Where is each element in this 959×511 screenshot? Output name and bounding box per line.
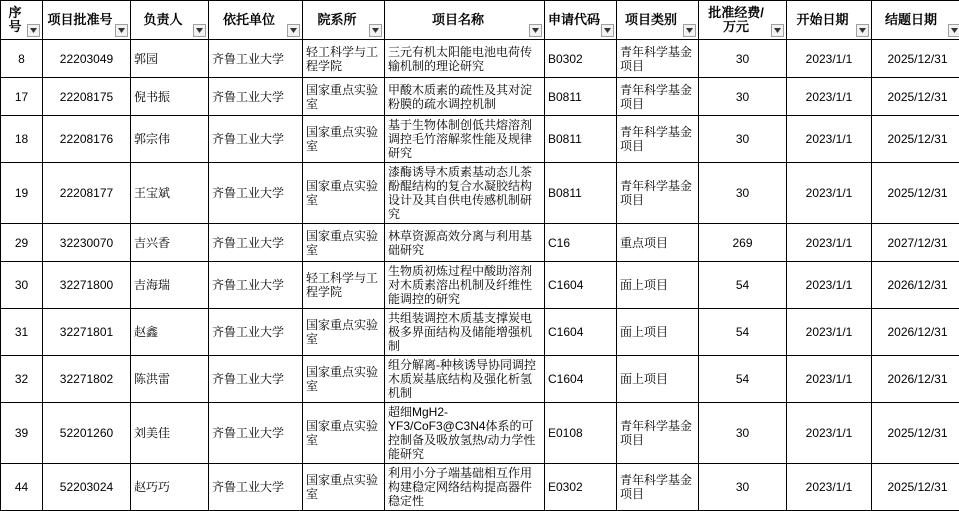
filter-dropdown-icon[interactable]: [193, 24, 206, 37]
cell-unit[interactable]: 齐鲁工业大学: [209, 116, 303, 163]
cell-start_date[interactable]: 2023/1/1: [787, 464, 872, 511]
cell-end_date[interactable]: 2026/12/31: [872, 356, 959, 403]
cell-end_date[interactable]: 2026/12/31: [872, 309, 959, 356]
table-row: [1, 309, 959, 356]
filter-dropdown-icon[interactable]: [115, 24, 128, 37]
column-header-start_date: [787, 1, 872, 40]
cell-dept[interactable]: 轻工科学与工程学院: [303, 40, 385, 78]
cell-dept[interactable]: 国家重点实验室: [303, 356, 385, 403]
column-header-label: 负责人: [143, 12, 182, 27]
column-header-label: 项目批准号: [47, 12, 112, 27]
cell-unit[interactable]: 齐鲁工业大学: [209, 78, 303, 116]
column-header-label: 项目类别: [625, 12, 677, 27]
cell-funding[interactable]: 54: [699, 356, 787, 403]
cell-dept[interactable]: 国家重点实验室: [303, 403, 385, 464]
cell-start_date[interactable]: 2023/1/1: [787, 78, 872, 116]
cell-end_date[interactable]: 2025/12/31: [872, 40, 959, 78]
filter-dropdown-icon[interactable]: [856, 24, 869, 37]
cell-unit[interactable]: 齐鲁工业大学: [209, 356, 303, 403]
cell-project_name[interactable]: 基于生物体制创低共熔溶剂调控毛竹溶解浆性能及规律研究: [385, 116, 545, 163]
filter-dropdown-icon[interactable]: [369, 24, 382, 37]
table-row: [1, 78, 959, 116]
cell-start_date[interactable]: 2023/1/1: [787, 40, 872, 78]
cell-apply_code[interactable]: E0302: [545, 464, 617, 511]
cell-project_name[interactable]: 组分解离-种核诱导协同调控木质炭基底结构及强化析氢机制: [385, 356, 545, 403]
column-header-funding: [699, 1, 787, 40]
cell-leader[interactable]: 刘美佳: [131, 403, 209, 464]
cell-category[interactable]: 青年科学基金项目: [617, 78, 699, 116]
cell-funding[interactable]: 269: [699, 224, 787, 262]
cell-approval_no[interactable]: 22208176: [43, 116, 131, 163]
cell-approval_no[interactable]: 22208177: [43, 163, 131, 224]
cell-seq[interactable]: 19: [1, 163, 43, 224]
column-header-seq: [1, 1, 43, 40]
cell-apply_code[interactable]: E0108: [545, 403, 617, 464]
cell-seq[interactable]: 29: [1, 224, 43, 262]
cell-apply_code[interactable]: B0811: [545, 116, 617, 163]
cell-project_name[interactable]: 共组装调控木质基支撑炭电极多界面结构及储能增强机制: [385, 309, 545, 356]
cell-funding[interactable]: 30: [699, 464, 787, 511]
cell-project_name[interactable]: 三元有机太阳能电池电荷传输机制的理论研究: [385, 40, 545, 78]
cell-category[interactable]: 青年科学基金项目: [617, 40, 699, 78]
filter-dropdown-icon[interactable]: [27, 24, 40, 37]
filter-dropdown-icon[interactable]: [948, 24, 959, 37]
table-body: [1, 40, 959, 511]
cell-dept[interactable]: 国家重点实验室: [303, 464, 385, 511]
cell-leader[interactable]: 吉兴香: [131, 224, 209, 262]
cell-project_name[interactable]: 林草资源高效分离与利用基础研究: [385, 224, 545, 262]
cell-approval_no[interactable]: 22208175: [43, 78, 131, 116]
cell-approval_no[interactable]: 32230070: [43, 224, 131, 262]
cell-funding[interactable]: 30: [699, 78, 787, 116]
table-row: [1, 403, 959, 464]
cell-category[interactable]: 青年科学基金项目: [617, 464, 699, 511]
cell-unit[interactable]: 齐鲁工业大学: [209, 309, 303, 356]
cell-unit[interactable]: 齐鲁工业大学: [209, 40, 303, 78]
column-header-label: 序号: [8, 5, 21, 34]
cell-apply_code[interactable]: C16: [545, 224, 617, 262]
cell-start_date[interactable]: 2023/1/1: [787, 403, 872, 464]
cell-unit[interactable]: 齐鲁工业大学: [209, 403, 303, 464]
column-header-label: 项目名称: [432, 12, 484, 27]
cell-project_name[interactable]: 利用小分子端基础相互作用构建稳定网络结构提高器件稳定性: [385, 464, 545, 511]
cell-start_date[interactable]: 2023/1/1: [787, 116, 872, 163]
cell-unit[interactable]: 齐鲁工业大学: [209, 163, 303, 224]
cell-funding[interactable]: 30: [699, 403, 787, 464]
cell-dept[interactable]: 国家重点实验室: [303, 309, 385, 356]
table-header-row: [1, 1, 959, 40]
cell-dept[interactable]: 国家重点实验室: [303, 78, 385, 116]
column-header-leader: [131, 1, 209, 40]
column-header-label: 院系所: [317, 12, 356, 27]
cell-funding[interactable]: 30: [699, 116, 787, 163]
cell-start_date[interactable]: 2023/1/1: [787, 262, 872, 309]
column-header-end_date: [872, 1, 959, 40]
column-header-label: 开始日期: [796, 12, 848, 27]
table-row: [1, 40, 959, 78]
cell-apply_code[interactable]: C1604: [545, 262, 617, 309]
cell-funding[interactable]: 54: [699, 262, 787, 309]
cell-approval_no[interactable]: 32271801: [43, 309, 131, 356]
cell-seq[interactable]: 32: [1, 356, 43, 403]
cell-funding[interactable]: 30: [699, 163, 787, 224]
cell-project_name[interactable]: 生物质初炼过程中酸助溶剂对木质素溶出机制及纤维性能调控的研究: [385, 262, 545, 309]
cell-end_date[interactable]: 2025/12/31: [872, 116, 959, 163]
cell-end_date[interactable]: 2025/12/31: [872, 78, 959, 116]
column-header-apply_code: [545, 1, 617, 40]
cell-category[interactable]: 面上项目: [617, 262, 699, 309]
cell-dept[interactable]: 国家重点实验室: [303, 116, 385, 163]
filter-dropdown-icon[interactable]: [529, 24, 542, 37]
cell-seq[interactable]: 8: [1, 40, 43, 78]
cell-approval_no[interactable]: 32271802: [43, 356, 131, 403]
cell-apply_code[interactable]: C1604: [545, 356, 617, 403]
cell-leader[interactable]: 倪书振: [131, 78, 209, 116]
cell-end_date[interactable]: 2025/12/31: [872, 403, 959, 464]
cell-leader[interactable]: 郭园: [131, 40, 209, 78]
column-header-unit: [209, 1, 303, 40]
cell-seq[interactable]: 18: [1, 116, 43, 163]
cell-leader[interactable]: 陈洪雷: [131, 356, 209, 403]
column-header-label: 批准经费/万元: [708, 5, 764, 34]
cell-apply_code[interactable]: B0811: [545, 78, 617, 116]
column-header-approval_no: [43, 1, 131, 40]
table-row: [1, 224, 959, 262]
cell-start_date[interactable]: 2023/1/1: [787, 309, 872, 356]
cell-leader[interactable]: 郭宗伟: [131, 116, 209, 163]
cell-dept[interactable]: 国家重点实验室: [303, 163, 385, 224]
cell-seq[interactable]: 39: [1, 403, 43, 464]
column-header-category: [617, 1, 699, 40]
column-header-dept: [303, 1, 385, 40]
cell-dept[interactable]: 国家重点实验室: [303, 224, 385, 262]
cell-leader[interactable]: 王宝斌: [131, 163, 209, 224]
cell-category[interactable]: 青年科学基金项目: [617, 163, 699, 224]
cell-end_date[interactable]: 2025/12/31: [872, 163, 959, 224]
cell-apply_code[interactable]: B0811: [545, 163, 617, 224]
cell-category[interactable]: 青年科学基金项目: [617, 116, 699, 163]
cell-apply_code[interactable]: C1604: [545, 309, 617, 356]
column-header-label: 申请代码: [548, 12, 600, 27]
cell-apply_code[interactable]: B0302: [545, 40, 617, 78]
cell-seq[interactable]: 44: [1, 464, 43, 511]
cell-dept[interactable]: 轻工科学与工程学院: [303, 262, 385, 309]
cell-leader[interactable]: 吉海瑞: [131, 262, 209, 309]
cell-project_name[interactable]: 超细MgH2-YF3/CoF3@C3N4体系的可控制备及吸放氢热/动力学性能研究: [385, 403, 545, 464]
cell-funding[interactable]: 30: [699, 40, 787, 78]
cell-unit[interactable]: 齐鲁工业大学: [209, 224, 303, 262]
cell-category[interactable]: 面上项目: [617, 309, 699, 356]
filter-dropdown-icon[interactable]: [771, 24, 784, 37]
cell-end_date[interactable]: 2026/12/31: [872, 262, 959, 309]
filter-dropdown-icon[interactable]: [683, 24, 696, 37]
cell-approval_no[interactable]: 52201260: [43, 403, 131, 464]
table-row: [1, 262, 959, 309]
table-row: [1, 163, 959, 224]
cell-seq[interactable]: 17: [1, 78, 43, 116]
cell-unit[interactable]: 齐鲁工业大学: [209, 464, 303, 511]
filter-dropdown-icon[interactable]: [287, 24, 300, 37]
cell-category[interactable]: 面上项目: [617, 356, 699, 403]
filter-dropdown-icon[interactable]: [601, 24, 614, 37]
cell-approval_no[interactable]: 22203049: [43, 40, 131, 78]
cell-leader[interactable]: 赵鑫: [131, 309, 209, 356]
cell-seq[interactable]: 30: [1, 262, 43, 309]
cell-funding[interactable]: 54: [699, 309, 787, 356]
column-header-label: 依托单位: [223, 12, 275, 27]
cell-end_date[interactable]: 2027/12/31: [872, 224, 959, 262]
cell-category[interactable]: 青年科学基金项目: [617, 403, 699, 464]
table-row: [1, 116, 959, 163]
cell-start_date[interactable]: 2023/1/1: [787, 163, 872, 224]
cell-seq[interactable]: 31: [1, 309, 43, 356]
cell-leader[interactable]: 赵巧巧: [131, 464, 209, 511]
cell-end_date[interactable]: 2025/12/31: [872, 464, 959, 511]
table-row: [1, 356, 959, 403]
table-row: [1, 464, 959, 511]
cell-unit[interactable]: 齐鲁工业大学: [209, 262, 303, 309]
column-header-label: 结题日期: [885, 12, 937, 27]
cell-start_date[interactable]: 2023/1/1: [787, 224, 872, 262]
cell-project_name[interactable]: 漆酶诱导木质素基动态儿茶酚醌结构的复合水凝胶结构设计及其自供电传感机制研究: [385, 163, 545, 224]
cell-start_date[interactable]: 2023/1/1: [787, 356, 872, 403]
column-header-project_name: [385, 1, 545, 40]
cell-category[interactable]: 重点项目: [617, 224, 699, 262]
cell-project_name[interactable]: 甲酸木质素的疏性及其对淀粉膜的疏水调控机制: [385, 78, 545, 116]
cell-approval_no[interactable]: 52203024: [43, 464, 131, 511]
cell-approval_no[interactable]: 32271800: [43, 262, 131, 309]
